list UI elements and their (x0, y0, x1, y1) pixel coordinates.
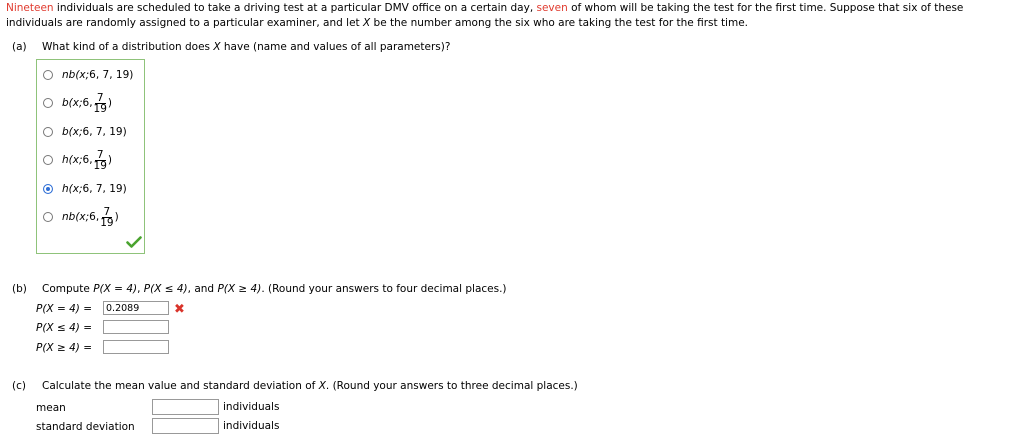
incorrect-x-icon: ✖ (174, 302, 185, 317)
option-args: 6, 7, 19) (89, 69, 134, 81)
option-fn: nb(x; (62, 69, 90, 81)
option-fn: h(x; (62, 183, 83, 195)
std-dev-input[interactable] (152, 418, 219, 434)
answer-label: P(X ≥ 4) (36, 342, 80, 354)
answer-label: P(X ≤ 4) (36, 322, 80, 334)
fraction-denominator: 19 (93, 159, 107, 172)
intro-var: X (363, 16, 371, 29)
problem-statement (6, 1, 1020, 30)
part-c-question (12, 379, 578, 393)
intro-text-1: individuals are scheduled to take a driving test at a particular DMV office on a certain day, (53, 2, 537, 14)
option-args: 6, (82, 97, 93, 109)
radio-button[interactable] (43, 98, 53, 108)
part-b-expr-1: P(X = 4) (93, 283, 138, 295)
option-args: 6, (82, 154, 93, 166)
fraction-denominator: 19 (100, 216, 114, 229)
answer-row-p-ge-4 (36, 340, 92, 356)
fraction (94, 93, 107, 114)
part-b-text: Compute (42, 283, 94, 295)
highlight-nineteen: Nineteen (6, 2, 54, 14)
answer-label: mean (36, 402, 66, 414)
answer-row-p-le-4 (36, 320, 92, 336)
part-a-question (12, 40, 450, 54)
option-nb-6-7-19[interactable] (43, 66, 133, 84)
option-fn: h(x; (62, 154, 83, 166)
option-b-6-7-19[interactable] (43, 123, 127, 141)
answer-label: standard deviation (36, 421, 135, 433)
option-fn: b(x; (62, 97, 83, 109)
fraction (100, 207, 113, 228)
mean-input[interactable] (152, 399, 219, 415)
equals-sign: = (83, 303, 93, 315)
option-close: ) (114, 211, 119, 223)
option-close: ) (107, 97, 113, 109)
option-args: 6, 7, 19) (82, 126, 127, 138)
part-b-sep: , (137, 283, 144, 295)
part-b-label: (b) (12, 283, 27, 295)
sd-label (36, 419, 135, 435)
mean-unit: individuals (223, 401, 280, 413)
part-c-text-end: . (Round your answers to three decimal places.) (325, 380, 578, 392)
part-b-question (12, 282, 507, 296)
option-h-6-7-19[interactable] (43, 180, 127, 198)
option-h-6-7over19[interactable] (43, 147, 112, 173)
p-eq-4-input[interactable] (103, 301, 169, 315)
answer-label: P(X = 4) (36, 303, 80, 315)
part-b-text-end: . (Round your answers to four decimal places.) (261, 283, 507, 295)
part-c-label: (c) (12, 380, 26, 392)
fraction-numerator: 7 (96, 91, 104, 104)
fraction-numerator: 7 (96, 148, 104, 161)
part-a-text-end: have (name and values of all parameters)? (220, 41, 451, 53)
option-args: 6, (89, 211, 100, 223)
fraction-numerator: 7 (103, 205, 111, 218)
part-c-text: Calculate the mean value and standard deviation of (42, 380, 319, 392)
part-b-sep: , and (187, 283, 218, 295)
highlight-seven: seven (536, 2, 568, 14)
intro-text-3: be the number among the six who are taking the test for the first time. (370, 16, 749, 29)
part-b-expr-2: P(X ≤ 4) (143, 283, 188, 295)
equals-sign: = (83, 322, 93, 334)
radio-button[interactable] (43, 70, 53, 80)
part-a-var: X (213, 41, 221, 53)
part-c-var: X (318, 380, 326, 392)
part-a-text: What kind of a distribution does (42, 41, 214, 53)
option-fn: nb(x; (62, 211, 90, 223)
intro-text-2: of whom will be taking the test for the first time. Suppose that six of these individuals are randomly assigned to a particular examiner, and let (6, 2, 964, 29)
option-b-6-7over19[interactable] (43, 90, 112, 116)
p-le-4-input[interactable] (103, 320, 169, 334)
fraction-denominator: 19 (93, 102, 107, 115)
answer-row-p-eq-4 (36, 301, 92, 317)
distribution-choices (36, 59, 145, 254)
equals-sign: = (83, 342, 93, 354)
option-args: 6, 7, 19) (82, 183, 127, 195)
part-a-label: (a) (12, 41, 27, 53)
radio-button[interactable] (43, 155, 53, 165)
option-nb-6-7over19[interactable] (43, 204, 119, 230)
option-fn: b(x; (62, 126, 83, 138)
correct-check-icon (126, 236, 142, 248)
radio-button[interactable] (43, 127, 53, 137)
part-b-expr-3: P(X ≥ 4) (217, 283, 262, 295)
p-ge-4-input[interactable] (103, 340, 169, 354)
mean-label (36, 400, 66, 416)
std-dev-unit: individuals (223, 420, 280, 432)
fraction (94, 150, 107, 171)
option-close: ) (107, 154, 113, 166)
radio-button-selected[interactable] (43, 184, 53, 194)
radio-button[interactable] (43, 212, 53, 222)
